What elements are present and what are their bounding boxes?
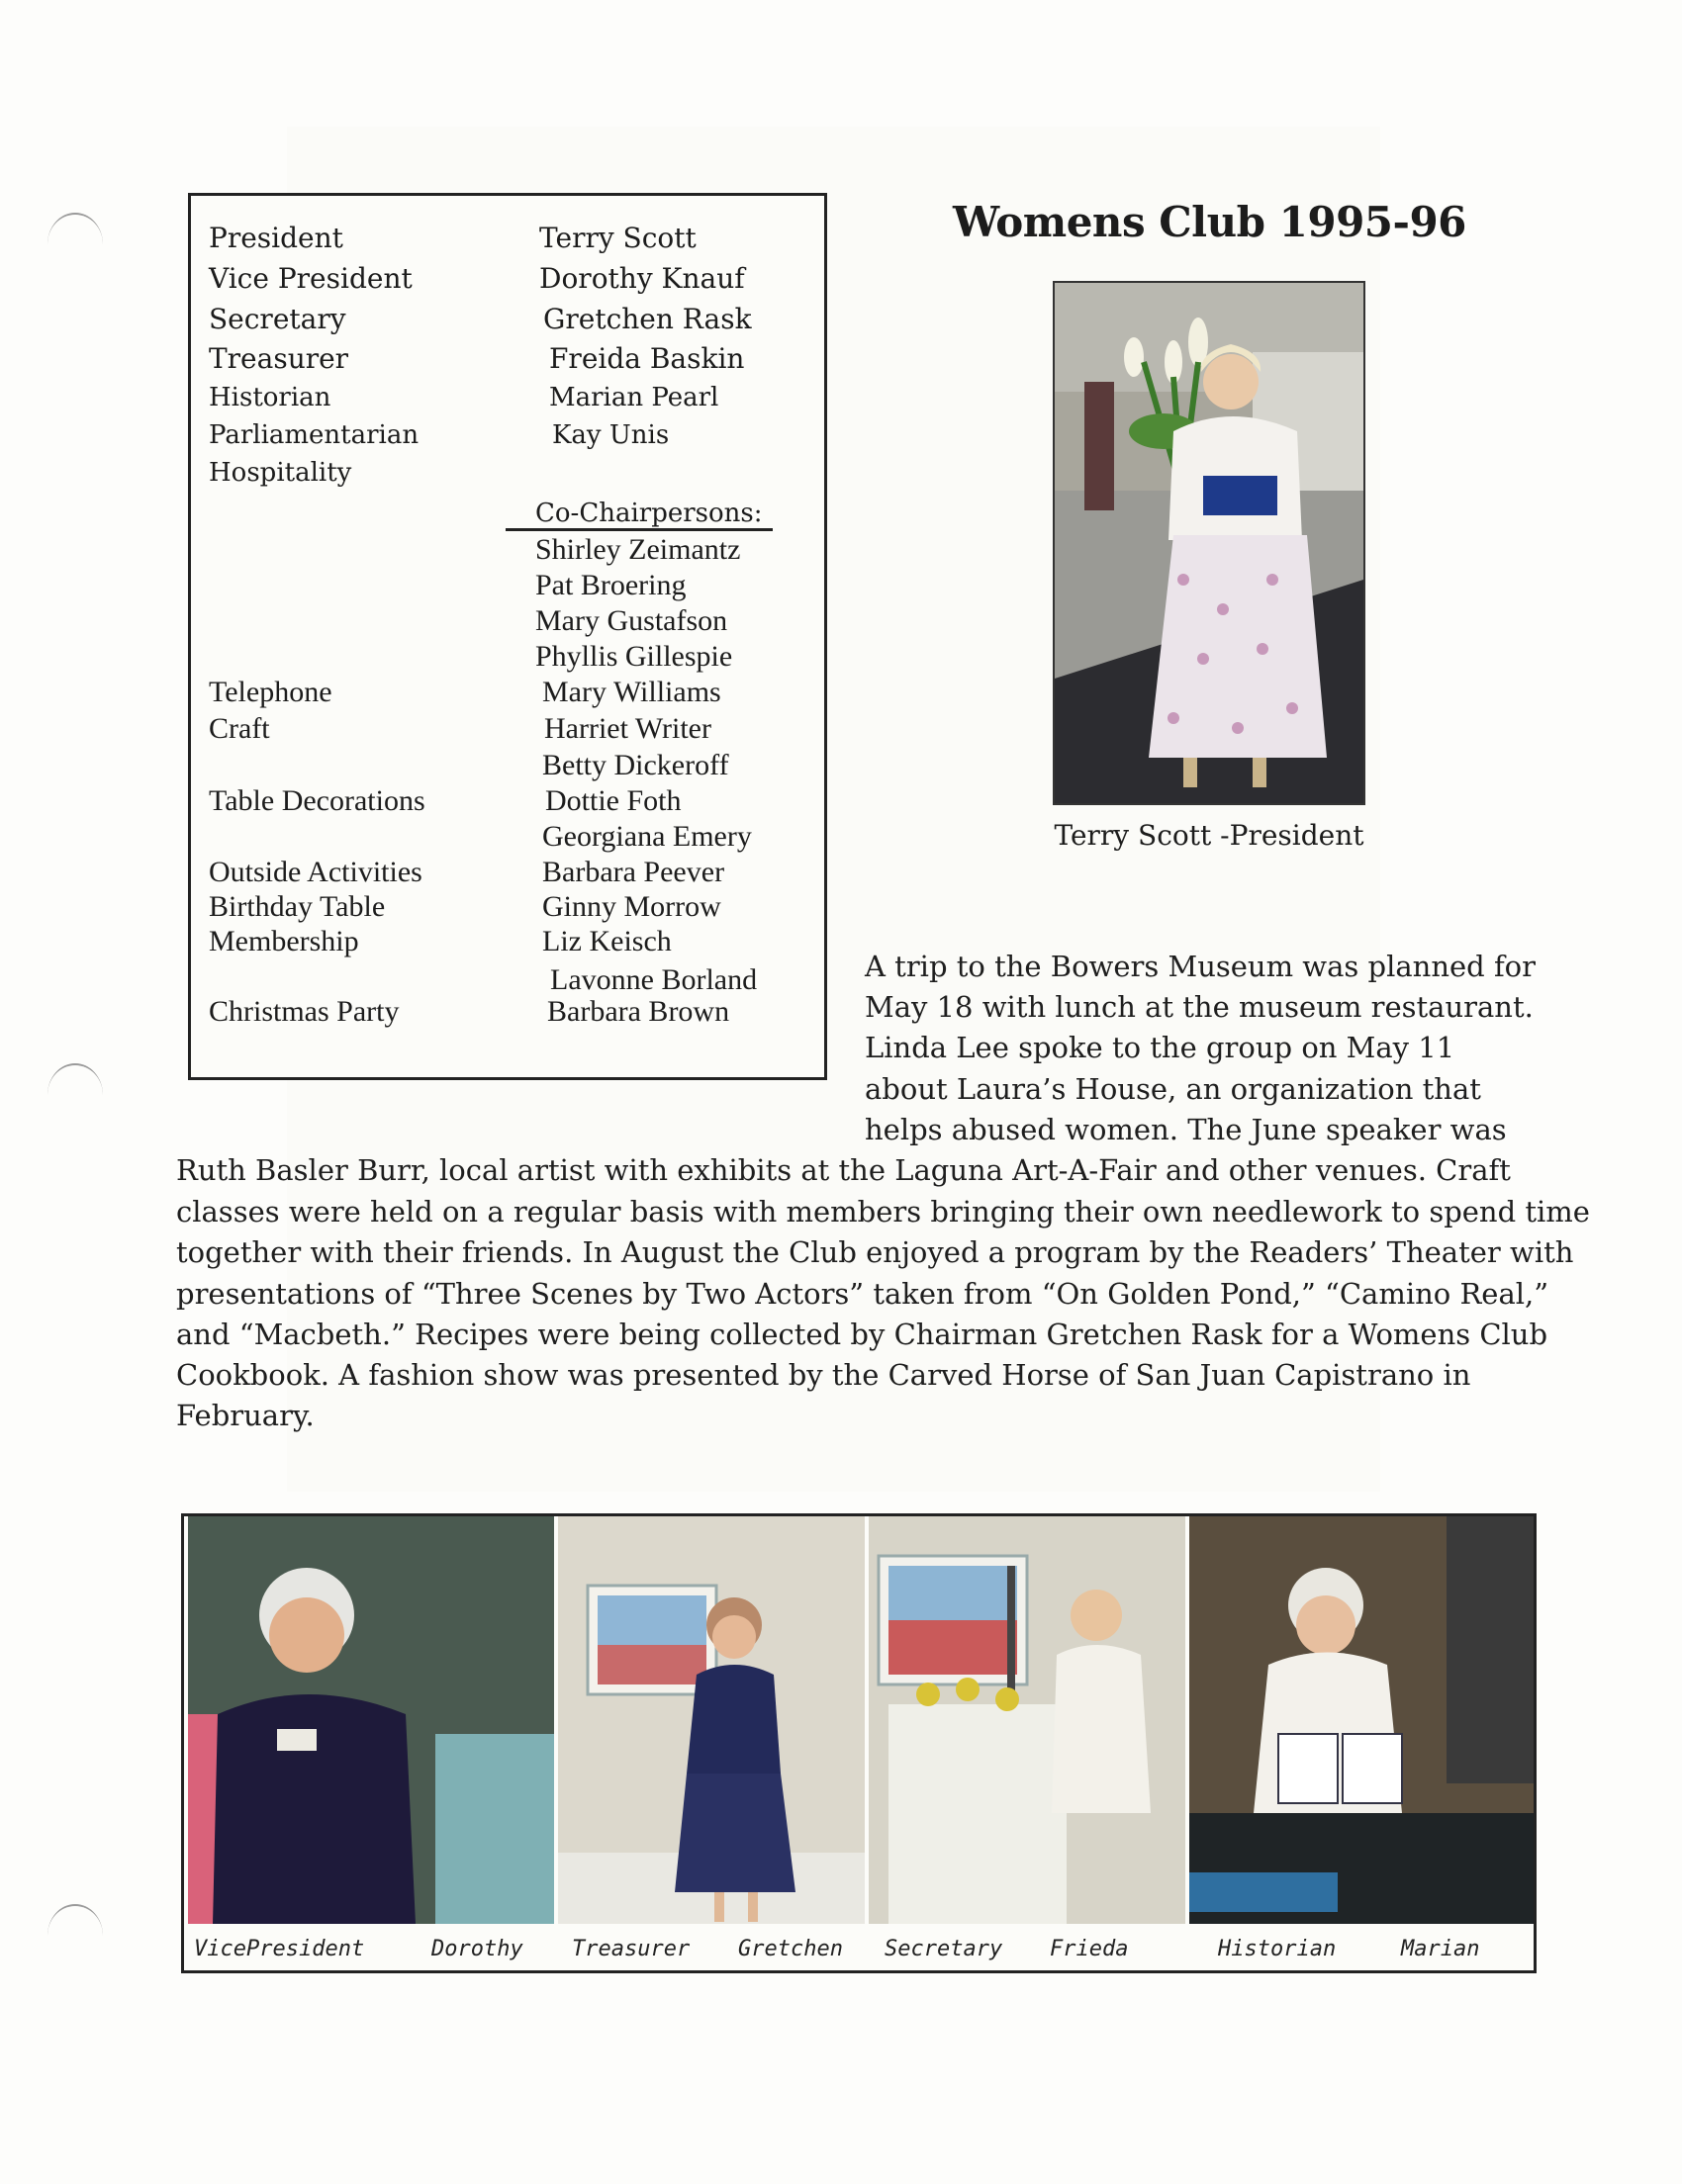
committee-role: Craft — [209, 712, 270, 745]
photo-label-office: Secretary — [885, 1937, 1003, 1961]
narrative-line: classes were held on a regular basis with members bringing their own needlework to spend time — [176, 1195, 1590, 1228]
historian-photo — [1189, 1516, 1534, 1924]
committee-name: Lavonne Borland — [550, 963, 758, 996]
officer-name: Gretchen Rask — [543, 303, 752, 335]
treasurer-photo — [558, 1516, 865, 1924]
hospitality-name: Mary Gustafson — [535, 604, 728, 637]
officer-name: Freida Baskin — [549, 342, 745, 375]
officer-role: Secretary — [209, 303, 346, 335]
committee-name: Ginny Morrow — [542, 890, 721, 923]
narrative-line: about Laura’s House, an organization that — [865, 1072, 1481, 1106]
photo-label-name: Frieda — [1050, 1937, 1129, 1961]
secretary-photo — [869, 1516, 1185, 1924]
committee-name: Georgiana Emery — [542, 820, 752, 853]
committee-role: Birthday Table — [209, 890, 386, 923]
binder-hole — [47, 213, 103, 244]
officer-role: Parliamentarian — [209, 420, 420, 450]
photo-label-name: Dorothy — [431, 1937, 523, 1961]
vice-president-photo — [188, 1516, 554, 1924]
hospitality-name: Phyllis Gillespie — [535, 640, 733, 673]
committee-role: Membership — [209, 925, 359, 957]
committee-name: Betty Dickeroff — [542, 749, 729, 781]
officer-role: Treasurer — [209, 342, 349, 375]
officer-role: Vice President — [209, 262, 413, 295]
narrative-line: Cookbook. A fashion show was presented by the Carved Horse of San Juan Capistrano in — [176, 1358, 1471, 1392]
officer-name: Marian Pearl — [549, 383, 719, 412]
committee-role: Table Decorations — [209, 784, 425, 817]
officer-photo-strip — [181, 1513, 1537, 1973]
officer-role: President — [209, 222, 343, 254]
officer-role: Hospitality — [209, 458, 352, 488]
committee-name: Barbara Peever — [542, 856, 725, 888]
president-photo — [1053, 281, 1365, 805]
photo-label-office: Historian — [1218, 1937, 1337, 1961]
committee-name: Barbara Brown — [547, 995, 730, 1028]
officers-box — [188, 193, 827, 1080]
committee-name: Mary Williams — [542, 676, 721, 708]
narrative-line: presentations of “Three Scenes by Two Actors” taken from “On Golden Pond,” “Camino Real,” — [176, 1277, 1549, 1311]
officer-role: Historian — [209, 383, 331, 412]
photo-label-office: Treasurer — [572, 1937, 691, 1961]
page-title: Womens Club 1995-96 — [953, 198, 1466, 246]
photo-label-name: Marian — [1401, 1937, 1480, 1961]
binder-hole — [47, 1063, 103, 1095]
cochair-heading: Co-Chairpersons: — [506, 499, 773, 531]
committee-role: Telephone — [209, 676, 332, 708]
narrative-line: A trip to the Bowers Museum was planned for — [865, 950, 1537, 983]
photo-label-name: Gretchen — [738, 1937, 843, 1961]
officer-name: Dorothy Knauf — [539, 262, 745, 295]
binder-hole — [47, 1904, 103, 1936]
narrative-line: February. — [176, 1399, 315, 1432]
narrative-line: helps abused women. The June speaker was — [865, 1113, 1507, 1146]
committee-role: Outside Activities — [209, 856, 422, 888]
officer-name: Kay Unis — [552, 420, 670, 450]
photo-label-office: VicePresident — [194, 1937, 365, 1961]
narrative-line: together with their friends. In August the Club enjoyed a program by the Readers’ Theater with — [176, 1235, 1574, 1269]
photo-caption: Terry Scott -President — [1054, 819, 1364, 852]
narrative-line: Ruth Basler Burr, local artist with exhibits at the Laguna Art-A-Fair and other venues. Craft — [176, 1153, 1511, 1187]
committee-name: Dottie Foth — [545, 784, 682, 817]
committee-name: Liz Keisch — [542, 925, 672, 957]
committee-name: Harriet Writer — [544, 712, 711, 745]
committee-role: Christmas Party — [209, 995, 400, 1028]
hospitality-name: Shirley Zeimantz — [535, 533, 741, 566]
narrative-line: May 18 with lunch at the museum restaurant. — [865, 990, 1534, 1024]
officer-name: Terry Scott — [539, 222, 697, 254]
narrative-line: and “Macbeth.” Recipes were being collected by Chairman Gretchen Rask for a Womens Club — [176, 1318, 1548, 1351]
narrative-line: Linda Lee spoke to the group on May 11 — [865, 1031, 1455, 1064]
hospitality-name: Pat Broering — [535, 569, 687, 601]
